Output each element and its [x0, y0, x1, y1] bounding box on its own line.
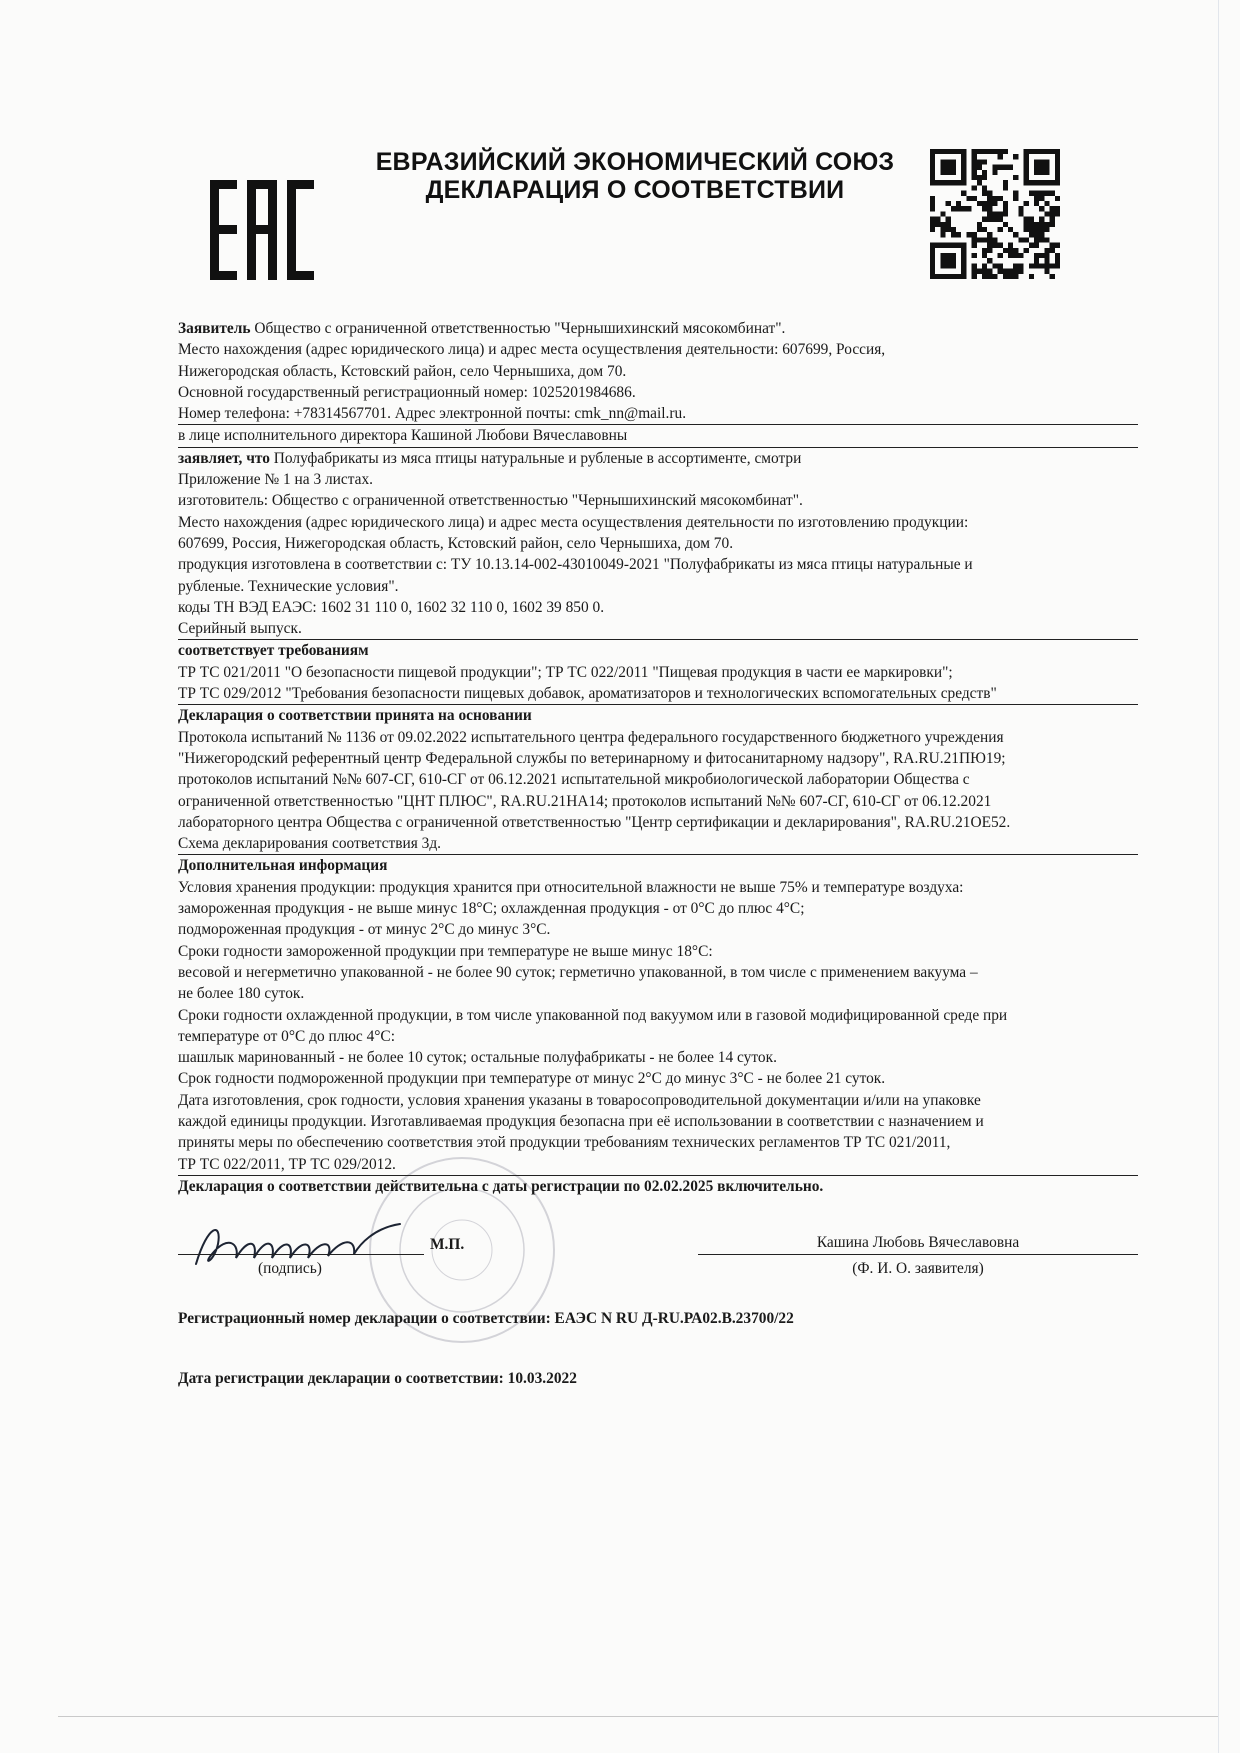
complies-label: соответствует требованиям [178, 642, 369, 660]
product-standard: продукция изготовлена в соответствии с: ТУ 10.13.14-002-43010049-2021 "Полуфабрикаты из мяса птицы натуральные и [178, 556, 973, 574]
registration-number: Регистрационный номер декларации о соответствии: ЕАЭС N RU Д-RU.РА02.В.23700/22 [178, 1310, 794, 1327]
applicant-section [178, 318, 1138, 448]
qr-code-icon [930, 146, 1060, 282]
basis-scheme: Схема декларирования соответствия 3д. [178, 833, 1138, 855]
additional-line-14: ТР ТС 022/2011, ТР ТС 029/2012. [178, 1154, 1138, 1176]
tn-ved-codes: коды ТН ВЭД ЕАЭС: 1602 31 110 0, 1602 32 110 0, 1602 39 850 0. [178, 598, 605, 616]
eac-mark-icon [210, 180, 314, 280]
serial-production: Серийный выпуск. [178, 618, 1138, 640]
union-title: ЕВРАЗИЙСКИЙ ЭКОНОМИЧЕСКИЙ СОЮЗ [375, 148, 895, 176]
applicant-label: Заявитель [178, 320, 251, 337]
additional-line-5: весовой и негерметично упакованной - не более 90 суток; герметично упакованной, в том числе с применением вакуума – [178, 963, 978, 981]
additional-line-2: замороженная продукция - не выше минус 18°С; охлажденная продукция - от 0°С до плюс 4°С; [178, 900, 805, 918]
additional-section [178, 855, 1138, 1175]
complies-section [178, 640, 1138, 705]
applicant-contacts: Номер телефона: +78314567701. Адрес электронной почты: cmk_nn@mail.ru. [178, 403, 1138, 425]
additional-line-3: подмороженная продукция - от минус 2°С до минус 3°С. [178, 921, 551, 939]
additional-line-11: Дата изготовления, срок годности, условия хранения указаны в товаросопроводительной документации и/или на упаковке [178, 1091, 981, 1109]
validity-statement: Декларация о соответствии действительна с даты регистрации по 02.02.2025 включительно. [178, 1177, 824, 1195]
additional-line-9: шашлык маринованный - не более 10 суток; остальные полуфабрикаты - не более 14 суток. [178, 1049, 777, 1067]
declaration-body [178, 318, 1138, 1197]
name-underline [698, 1254, 1138, 1255]
declaration-title: ДЕКЛАРАЦИЯ О СООТВЕТСТВИИ [425, 176, 845, 204]
manufacturer-address: 607699, Россия, Нижегородская область, Кстовский район, село Чернышиха, дом 70. [178, 534, 734, 552]
signature-underline [178, 1254, 424, 1255]
manufacturer-address-label: Место нахождения (адрес юридического лица) и адрес места осуществления деятельности по изготовлению продукции: [178, 513, 969, 531]
basis-line-1: Протокола испытаний № 1136 от 09.02.2022 испытательного центра федерального государственного бюджетного учреждения [178, 728, 1004, 746]
seal-place-label: М.П. [430, 1236, 465, 1253]
additional-line-1: Условия хранения продукции: продукция хранится при относительной влажности не выше 75% и температуре воздуха: [178, 878, 964, 896]
applicant-representative: в лице исполнительного директора Кашиной Любови Вячеславовны [178, 425, 1138, 447]
additional-line-7: Сроки годности охлажденной продукции, в том числе упакованной под вакуумом или в газовой модифицированной среде при [178, 1006, 1008, 1024]
basis-label: Декларация о соответствии принята на основании [178, 707, 532, 725]
basis-line-3: протоколов испытаний №№ 607-СГ, 610-СГ от 06.12.2021 испытательной микробиологической лаборатории Общества с [178, 771, 970, 789]
declares-section [178, 448, 1138, 641]
applicant-full-name: Кашина Любовь Вячеславовна [816, 1234, 1020, 1251]
additional-line-6: не более 180 суток. [178, 985, 305, 1003]
product-appendix: Приложение № 1 на 3 листах. [178, 471, 374, 489]
basis-line-5: лабораторного центра Общества с ограниченной ответственностью "Центр сертификации и декларирования", RA.RU.21ОЕ52. [178, 813, 1011, 831]
regulations-line-1: ТР ТС 021/2011 "О безопасности пищевой продукции"; ТР ТС 022/2011 "Пищевая продукция в части ее маркировки"; [178, 663, 953, 681]
additional-line-10: Срок годности подмороженной продукции при температуре от минус 2°С до минус 3°С - не более 21 суток. [178, 1070, 886, 1088]
scan-edge-line [1218, 0, 1219, 1753]
basis-section [178, 705, 1138, 855]
additional-label: Дополнительная информация [178, 857, 388, 875]
declares-label: заявляет, что [178, 449, 270, 467]
registration-date: Дата регистрации декларации о соответствии: 10.03.2022 [178, 1370, 577, 1387]
additional-line-8: температуре от 0°С до плюс 4°С: [178, 1027, 395, 1045]
basis-line-4: ограниченной ответственностью "ЦНТ ПЛЮС", RA.RU.21НА14; протоколов испытаний №№ 607-СГ, 610-СГ от 06.12.2021 [178, 792, 992, 810]
document-header [360, 148, 910, 204]
applicant-ogrn: Основной государственный регистрационный номер: 1025201984686. [178, 383, 636, 401]
regulations-line-2: ТР ТС 029/2012 "Требования безопасности пищевых добавок, ароматизаторов и технологических вспомогательных средств" [178, 683, 1138, 705]
product-standard-cont: рубленые. Технические условия". [178, 577, 399, 595]
additional-line-4: Сроки годности замороженной продукции при температуре не выше минус 18°С: [178, 942, 713, 960]
product-name: Полуфабрикаты из мяса птицы натуральные и рубленые в ассортименте, смотри [269, 449, 802, 467]
additional-line-13: приняты меры по обеспечению соответствия этой продукции требованиям технических регламентов ТР ТС 021/2011, [178, 1134, 951, 1152]
name-caption: (Ф. И. О. заявителя) [852, 1260, 984, 1277]
applicant-address-cont: Нижегородская область, Кстовский район, село Чернышиха, дом 70. [178, 362, 627, 380]
applicant-name: Общество с ограниченной ответственностью "Чернышихинский мясокомбинат". [250, 320, 786, 337]
signature-row [178, 1222, 1138, 1278]
basis-line-2: "Нижегородский референтный центр Федеральной службы по ветеринарному и фитосанитарному надзору", RA.RU.21ПЮ19; [178, 749, 1006, 767]
scan-bottom-line [58, 1716, 1218, 1717]
applicant-address: Место нахождения (адрес юридического лица) и адрес места осуществления деятельности: 607699, Россия, [178, 341, 886, 359]
manufacturer: изготовитель: Общество с ограниченной ответственностью "Чернышихинский мясокомбинат". [178, 492, 803, 510]
additional-line-12: каждой единицы продукции. Изготавливаемая продукция безопасна при её использовании в соответствии с назначением и [178, 1112, 984, 1130]
signature-caption: (подпись) [258, 1260, 322, 1277]
